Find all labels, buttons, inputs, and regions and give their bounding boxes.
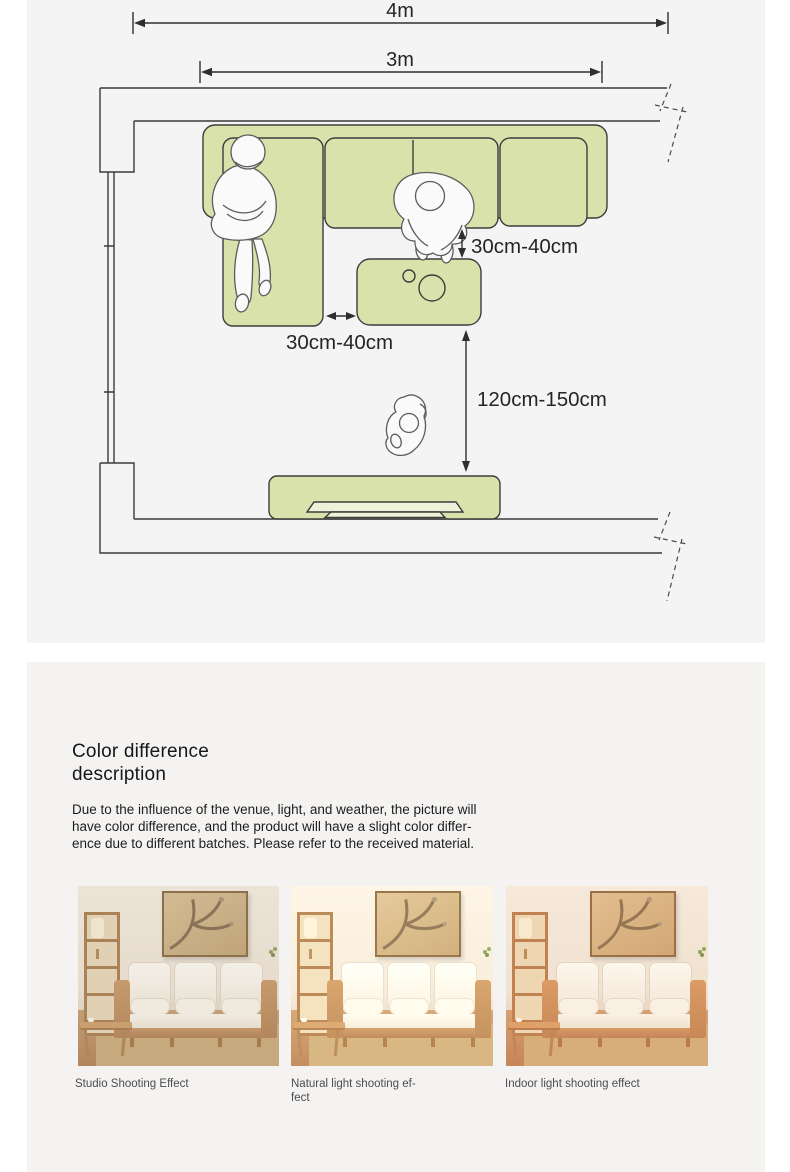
section-title [72,740,209,786]
sofa-arm-right [690,980,706,1038]
wall-painting [162,891,248,957]
photo-caption-natural: Natural light shooting ef- fect [291,1078,416,1104]
wood-rail [333,1028,485,1038]
wall-painting [590,891,676,957]
body-line1: Due to the influence of the venue, light, and weather, the picture will [72,802,477,817]
plant-sprig [483,950,487,954]
wooden-sofa [116,962,275,1048]
sofa-arm-right [261,980,277,1038]
wooden-sofa [329,962,489,1048]
seat-cushions [341,1014,477,1028]
body-line3: ence due to different batches. Please refer to the received material. [72,836,474,851]
dimension-sofa-table-label: 30cm-40cm [471,235,579,258]
wall-break-marks [654,84,687,601]
photo-caption-indoor: Indoor light shooting effect [505,1078,640,1090]
dimension-3m-label: 3m [386,49,414,71]
plant-sprig [698,950,702,954]
coffee-table-photo [293,1022,345,1056]
photo-studio-shooting [78,886,279,1066]
section-title-line1: Color difference [72,741,209,762]
tv-stand [269,476,500,519]
seat-cushions [128,1014,263,1028]
photo-caption-studio: Studio Shooting Effect [75,1078,189,1090]
section-body [72,801,477,852]
photo-natural-light [291,886,493,1066]
photo-indoor-light [506,886,708,1066]
color-difference-section [27,662,765,1172]
floor-lamp [91,918,104,938]
floor-plan-diagram [27,0,765,643]
body-line2: have color difference, and the product will have a slight color differ- [72,819,472,834]
sofa-right-seat [500,138,587,226]
sofa-arm-right [475,980,491,1038]
lumbar-pillows [343,998,475,1015]
dimension-table-tv [462,330,470,472]
tv-base [325,512,445,518]
floor-lamp [519,918,532,938]
wall-painting [375,891,461,957]
tv [307,502,463,512]
dimension-chaise-table-label: 30cm-40cm [286,331,394,354]
window-wall [104,172,114,463]
plant-sprig [269,950,273,954]
wood-rail [120,1028,271,1038]
coffee-table-photo [508,1022,560,1056]
coffee-table [357,259,481,325]
floor-lamp [304,918,317,938]
wooden-sofa [544,962,704,1048]
coffee-table-photo [80,1022,132,1056]
dimension-4m-label: 4m [386,0,414,22]
seat-cushions [556,1014,692,1028]
section-title-line2: description [72,764,167,785]
lumbar-pillows [558,998,690,1015]
dimension-chaise-table [326,312,356,320]
dimension-table-tv-label: 120cm-150cm [477,388,607,411]
floor-plan-section [27,0,765,643]
wood-rail [548,1028,700,1038]
person-figure-sitting [386,395,426,455]
lumbar-pillows [130,998,261,1015]
